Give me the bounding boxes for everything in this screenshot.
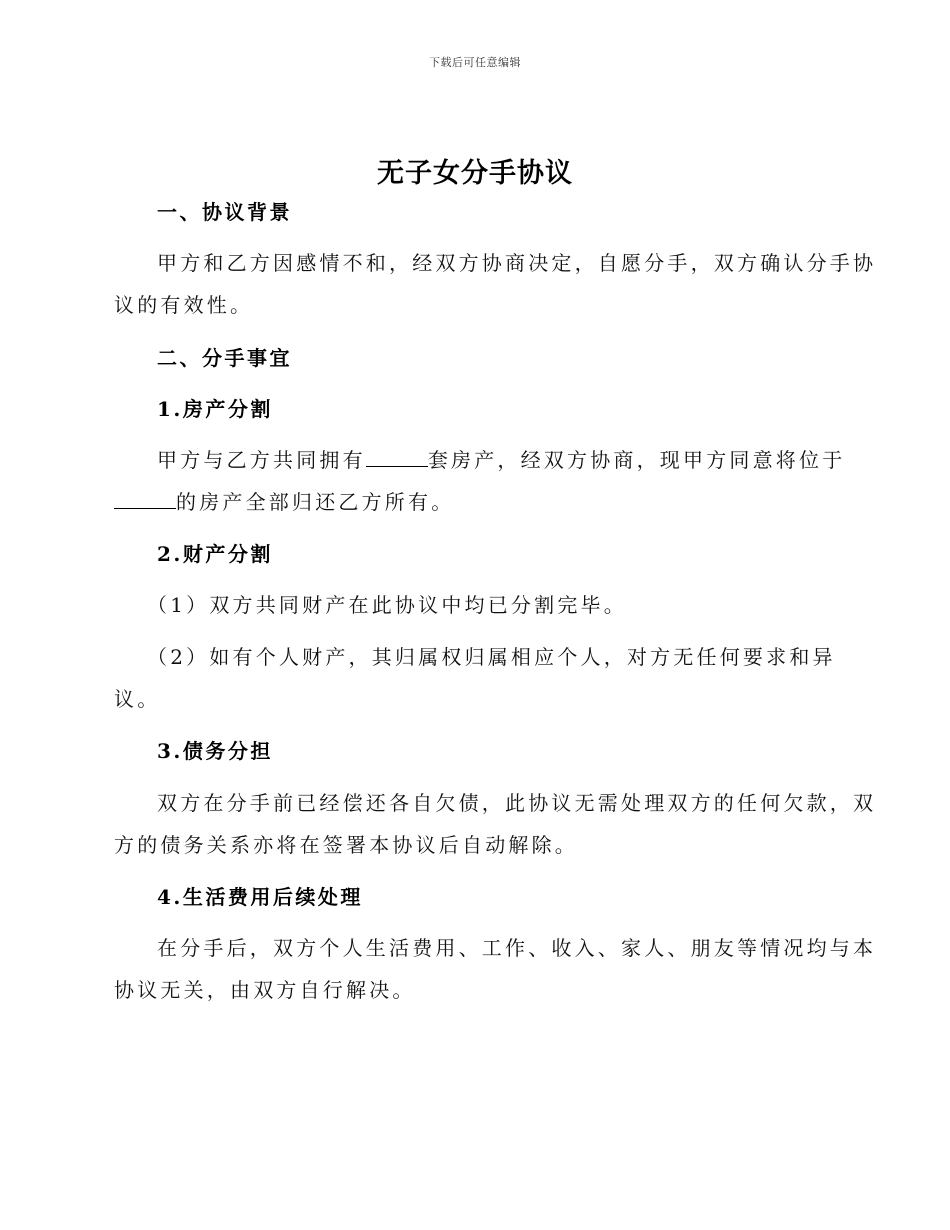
debts-line-1: 双方在分手前已经偿还各自欠债，此协议无需处理双方的任何欠款，双	[157, 791, 877, 815]
section-heading-background: 一、协议背景	[157, 200, 292, 224]
assets-item-2-line-1: （2）如有个人财产，其归属权归属相应个人，对方无任何要求和异	[147, 645, 836, 669]
living-expenses-line-1: 在分手后，双方个人生活费用、工作、收入、家人、朋友等情况均与本	[157, 936, 877, 960]
subheading-living-expenses: 4.生活费用后续处理	[157, 885, 363, 909]
property-paragraph	[114, 439, 846, 523]
assets-item-1-text: （1）双方共同财产在此协议中均已分割完毕。	[147, 593, 627, 617]
property-line-1b: 套房产，经双方协商，现甲方同意将位于	[427, 448, 846, 472]
background-paragraph	[114, 242, 877, 326]
property-line-2: 的房产全部归还乙方所有。	[176, 490, 455, 514]
section-heading-matters: 二、分手事宜	[157, 346, 292, 370]
subheading-debts: 3.债务分担	[157, 739, 273, 763]
debts-line-2: 方的债务关系亦将在签署本协议后自动解除。	[114, 833, 578, 857]
document-title: 无子女分手协议	[377, 158, 573, 189]
property-line-1a: 甲方与乙方共同拥有	[157, 448, 366, 472]
living-expenses-paragraph	[114, 927, 877, 1011]
debts-paragraph	[114, 782, 877, 866]
fill-blank-house-location[interactable]	[114, 490, 176, 509]
subheading-assets: 2.财产分割	[157, 542, 273, 566]
assets-item-2	[114, 636, 834, 720]
background-line-2: 议的有效性。	[114, 293, 254, 317]
living-expenses-line-2: 协议无关，由双方自行解决。	[114, 978, 416, 1002]
header-note: 下载后可任意编辑	[429, 56, 521, 69]
subheading-property: 1.房产分割	[157, 397, 273, 421]
assets-item-1	[114, 584, 834, 626]
fill-blank-house-count[interactable]	[366, 448, 428, 467]
background-line-1: 甲方和乙方因感情不和，经双方协商决定，自愿分手，双方确认分手协	[157, 251, 877, 275]
assets-item-2-line-2: 议。	[114, 687, 161, 711]
